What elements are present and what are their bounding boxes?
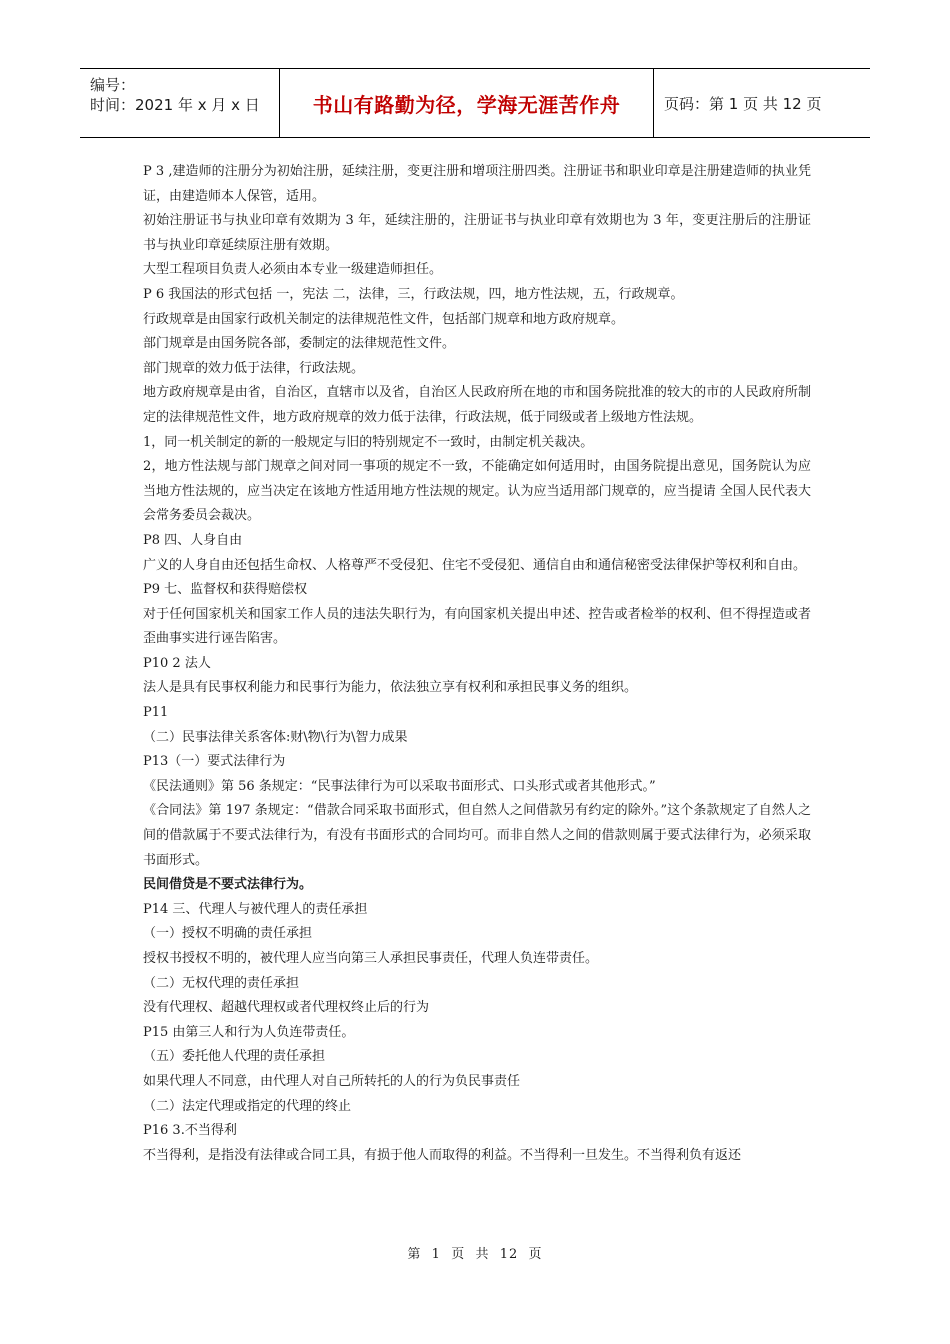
body-paragraph: 民间借贷是不要式法律行为。: [143, 877, 313, 893]
body-paragraph: （二）民事法律关系客体:财\物\行为\智力成果: [143, 729, 408, 745]
body-paragraph: 行政规章是由国家行政机关制定的法律规范性文件，包括部门规章和地方政府规章。: [143, 311, 625, 327]
body-paragraph: P 6 我国法的形式包括 一，宪法 二，法律，三，行政法规，四，地方性法规，五，行政规章。: [143, 286, 684, 302]
body-paragraph: P16 3.不当得利: [143, 1123, 237, 1139]
body-paragraph: 如果代理人不同意，由代理人对自己所转托的人的行为负民事责任: [143, 1073, 521, 1089]
document-date-label: 时间：2021 年 x 月 x 日: [90, 96, 260, 114]
body-paragraph: （二）法定代理或指定的代理的终止: [143, 1098, 352, 1114]
body-paragraph: （二）无权代理的责任承担: [143, 975, 300, 991]
body-paragraph: P15 由第三人和行为人负连带责任。: [143, 1024, 355, 1040]
body-paragraph: P13（一）要式法律行为: [143, 754, 286, 770]
header-page-info: 页码：第 1 页 共 12 页: [664, 94, 822, 113]
body-paragraph: 授权书授权不明的，被代理人应当向第三人承担民事责任，代理人负连带责任。: [143, 951, 599, 966]
body-paragraph: 部门规章的效力低于法律，行政法规。: [143, 360, 365, 376]
body-paragraph: 《民法通则》第 56 条规定：“民事法律行为可以采取书面形式、口头形式或者其他形式。”: [143, 778, 656, 794]
body-paragraph: 部门规章是由国务院各部，委制定的法律规范性文件。: [143, 336, 456, 352]
body-paragraph: 地方政府规章是由省，自治区，直辖市以及省，自治区人民政府所在地的市和国务院批准的较大的市的人民政府所制定的法律规范性文件，地方政府规章的效力低于法律，行政法规，低于同级或者上级地方性法规。: [143, 385, 811, 425]
body-paragraph: （一）授权不明确的责任承担: [143, 926, 313, 942]
body-paragraph: 《合同法》第 197 条规定：“借款合同采取书面形式，但自然人之间借款另有约定的除外。”这个条款规定了自然人之间的借款属于不要式法律行为，有没有书面形式的合同均可。而非自然人之间的借款则属于要式法律行为，必须采取书面形式。: [143, 803, 811, 868]
body-paragraph: 对于任何国家机关和国家工作人员的违法失职行为，有向国家机关提出申述、控告或者检举的权利、但不得捏造或者歪曲事实进行诬告陷害。: [143, 606, 811, 647]
footer-page-number: 第 1 页 共 12 页: [407, 1247, 543, 1262]
body-paragraph: 初始注册证书与执业印章有效期为 3 年，延续注册的，注册证书与执业印章有效期也为 3 年，变更注册后的注册证书与执业印章延续原注册有效期。: [143, 213, 811, 253]
header-meta: [80, 69, 280, 137]
body-paragraph: 大型工程项目负责人必须由本专业一级建造师担任。: [143, 262, 443, 278]
body-paragraph: 法人是具有民事权利能力和民事行为能力，依法独立享有权利和承担民事义务的组织。: [143, 680, 638, 696]
body-paragraph: P9 七、监督权和获得赔偿权: [143, 582, 308, 598]
document-body: [143, 160, 811, 1168]
body-paragraph: （五）委托他人代理的责任承担: [143, 1049, 326, 1065]
body-paragraph: 不当得利，是指没有法律或合同工具，有损于他人而取得的利益。不当得利一旦发生。不当得利负有返还: [143, 1147, 742, 1163]
body-paragraph: P11: [143, 705, 169, 721]
body-paragraph: 2，地方性法规与部门规章之间对同一事项的规定不一致，不能确定如何适用时，由国务院提出意见，国务院认为应当地方性法规的，应当决定在该地方性适用地方性法规的规定。认为应当适用部门规章的，应当提请 全国人民代表大会常务委员会裁决。: [143, 459, 811, 524]
document-number-label: 编号：: [90, 76, 136, 94]
body-paragraph: P 3 ,建造师的注册分为初始注册，延续注册，变更注册和增项注册四类。注册证书和职业印章是注册建造师的执业凭证，由建造师本人保管，适用。: [143, 164, 811, 204]
body-paragraph: 广义的人身自由还包括生命权、人格尊严不受侵犯、住宅不受侵犯、通信自由和通信秘密受法律保护等权利和自由。: [143, 557, 807, 573]
page-header: [80, 68, 870, 138]
header-motto: 书山有路勤为径，学海无涯苦作舟: [280, 69, 654, 137]
body-paragraph: 1，同一机关制定的新的一般规定与旧的特别规定不一致时，由制定机关裁决。: [143, 434, 594, 450]
body-paragraph: P14 三、代理人与被代理人的责任承担: [143, 901, 368, 917]
page-footer: [0, 1243, 950, 1262]
body-paragraph: 没有代理权、超越代理权或者代理权终止后的行为: [143, 1000, 430, 1016]
body-paragraph: P10 2 法人: [143, 655, 211, 671]
body-paragraph: P8 四、人身自由: [143, 532, 243, 548]
